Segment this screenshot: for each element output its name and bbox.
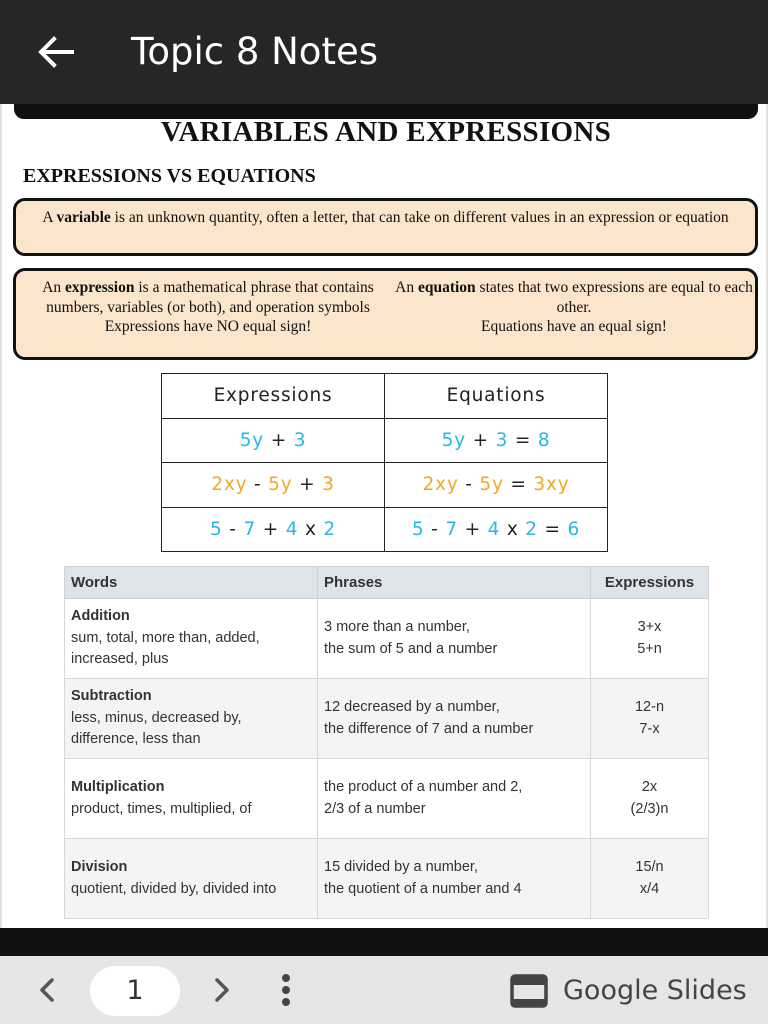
table-header-row <box>162 374 608 419</box>
phrase: the sum of 5 and a number <box>324 640 498 657</box>
equation-note: Equations have an equal sign! <box>481 318 667 335</box>
table-row <box>65 679 709 759</box>
slides-icon <box>510 973 548 1009</box>
math-token: x <box>298 519 324 541</box>
words-table-header <box>65 567 709 599</box>
google-slides-label: Google Slides <box>563 975 747 1006</box>
header-phrases: Phrases <box>318 567 591 599</box>
expression-def-prefix: An <box>42 279 66 296</box>
math-token: = <box>508 429 538 451</box>
math-token: - <box>247 474 269 496</box>
expressions-cell <box>591 599 709 679</box>
variable-definition-box <box>13 198 758 256</box>
phrases-cell <box>318 839 591 919</box>
equation-def-prefix: An <box>395 279 418 296</box>
math-token: 3 <box>495 429 509 451</box>
table-row <box>65 839 709 919</box>
phrases-cell <box>318 759 591 839</box>
more-options-button[interactable] <box>270 970 302 1010</box>
math-token: 3 <box>293 429 307 451</box>
equation-cell <box>385 507 608 552</box>
expressions-equations-table <box>161 373 608 552</box>
math-token: 5 <box>210 519 223 541</box>
expressions-cell <box>591 839 709 919</box>
expression-cell <box>162 463 385 508</box>
math-token: 2xy <box>422 474 459 496</box>
phrase: the quotient of a number and 4 <box>324 880 522 897</box>
expressions-cell <box>591 759 709 839</box>
words-cell <box>65 599 318 679</box>
slide-title: VARIABLES AND EXPRESSIONS <box>160 116 612 148</box>
operation-name: Division <box>71 859 128 875</box>
math-token: + <box>465 429 496 451</box>
math-token: 7 <box>445 519 458 541</box>
chevron-left-icon <box>30 972 66 1008</box>
math-token: 5y <box>441 429 466 451</box>
operation-words: less, minus, decreased by, difference, less than <box>71 709 242 748</box>
phrase: 2/3 of a number <box>324 800 426 817</box>
math-token: = <box>503 474 534 496</box>
header-equations: Equations <box>385 374 608 419</box>
expression: 15/n <box>635 859 664 875</box>
operation-name: Subtraction <box>71 688 152 705</box>
slide-bottom-edge <box>0 928 768 956</box>
expressions-cell <box>591 679 709 759</box>
equation-cell <box>385 463 608 508</box>
variable-def-text: is an unknown quantity, often a letter, that can take on different values in an expression or equation <box>110 209 729 226</box>
math-token: - <box>424 519 446 541</box>
header-words: Words <box>65 567 318 599</box>
app-bar <box>0 0 768 104</box>
math-token: 8 <box>537 429 551 451</box>
equation-cell <box>385 418 608 463</box>
operation-words: sum, total, more than, added, increased, plus <box>71 629 260 668</box>
math-token: 5y <box>239 429 265 451</box>
phrases-cell <box>318 599 591 679</box>
operation-words: quotient, divided by, divided into <box>71 880 277 897</box>
table-row <box>162 463 608 508</box>
operation-name: Multiplication <box>71 779 165 795</box>
phrase: 15 divided by a number, <box>324 859 478 875</box>
math-token: 3 <box>322 474 335 496</box>
expression: 7-x <box>639 720 660 737</box>
expression: 2x <box>641 779 658 795</box>
words-cell <box>65 679 318 759</box>
app-bar-title: Topic 8 Notes <box>131 30 378 73</box>
next-page-button[interactable] <box>203 972 239 1008</box>
variable-def-prefix: A <box>42 209 57 226</box>
expression-equation-box <box>13 268 758 360</box>
table-row <box>65 599 709 679</box>
phrase: 12 decreased by a number, <box>324 699 500 715</box>
math-token: + <box>256 519 286 541</box>
header-expressions: Expressions <box>162 374 385 419</box>
words-cell <box>65 839 318 919</box>
bottom-bar <box>0 956 768 1024</box>
expression: 3+x <box>637 619 662 635</box>
expression: x/4 <box>639 880 660 897</box>
previous-page-button[interactable] <box>30 972 66 1008</box>
math-token: + <box>264 429 294 451</box>
words-cell <box>65 759 318 839</box>
math-token: 2 <box>525 519 538 541</box>
math-token: 2 <box>323 519 336 541</box>
math-token: + <box>457 519 488 541</box>
expression: 12-n <box>634 699 665 715</box>
header-expressions: Expressions <box>591 567 709 599</box>
slide-viewer[interactable] <box>0 104 768 928</box>
table-row <box>65 759 709 839</box>
math-token: - <box>458 474 480 496</box>
operation-words: product, times, multiplied, of <box>71 800 252 817</box>
expression-cell <box>162 507 385 552</box>
math-token: = <box>537 519 568 541</box>
expression: (2/3)n <box>630 800 669 817</box>
phrase: the product of a number and 2, <box>324 779 523 795</box>
math-token: + <box>292 474 323 496</box>
math-token: 3xy <box>533 474 570 496</box>
expression-definition <box>24 278 392 337</box>
phrase: 3 more than a number, <box>324 619 470 635</box>
math-token: 6 <box>567 519 581 541</box>
equation-term: equation <box>417 279 476 296</box>
expression-note: Expressions have NO equal sign! <box>104 318 312 335</box>
expression-term: expression <box>65 279 135 296</box>
expression-cell <box>162 418 385 463</box>
open-in-google-slides-button[interactable] <box>505 966 755 1016</box>
math-token: 5y <box>479 474 504 496</box>
words-phrases-table <box>64 566 709 919</box>
expression-def-text: is a mathematical phrase that contains numbers, variables (or both), and operation symbols <box>46 279 374 316</box>
math-token: 2xy <box>211 474 248 496</box>
expression: 5+n <box>637 640 662 657</box>
page-number-indicator[interactable]: 1 <box>90 966 180 1016</box>
back-button[interactable] <box>34 30 78 74</box>
math-token: 5y <box>268 474 293 496</box>
more-vert-icon <box>270 970 302 1010</box>
arrow-back-icon <box>34 30 78 74</box>
math-token: - <box>222 519 244 541</box>
operation-name: Addition <box>71 608 130 625</box>
table-row <box>162 507 608 552</box>
section-title: EXPRESSIONS VS EQUATIONS <box>23 165 316 187</box>
equation-definition <box>394 278 754 337</box>
phrase: the difference of 7 and a number <box>324 720 534 737</box>
equation-def-text: states that two expressions are equal to each other. <box>475 279 753 316</box>
math-token: 7 <box>243 519 257 541</box>
math-token: x <box>500 519 526 541</box>
phrases-cell <box>318 679 591 759</box>
chevron-right-icon <box>203 972 239 1008</box>
math-token: 4 <box>487 519 501 541</box>
table-row <box>162 418 608 463</box>
variable-term: variable <box>56 209 111 226</box>
math-token: 4 <box>285 519 299 541</box>
math-token: 5 <box>411 519 425 541</box>
